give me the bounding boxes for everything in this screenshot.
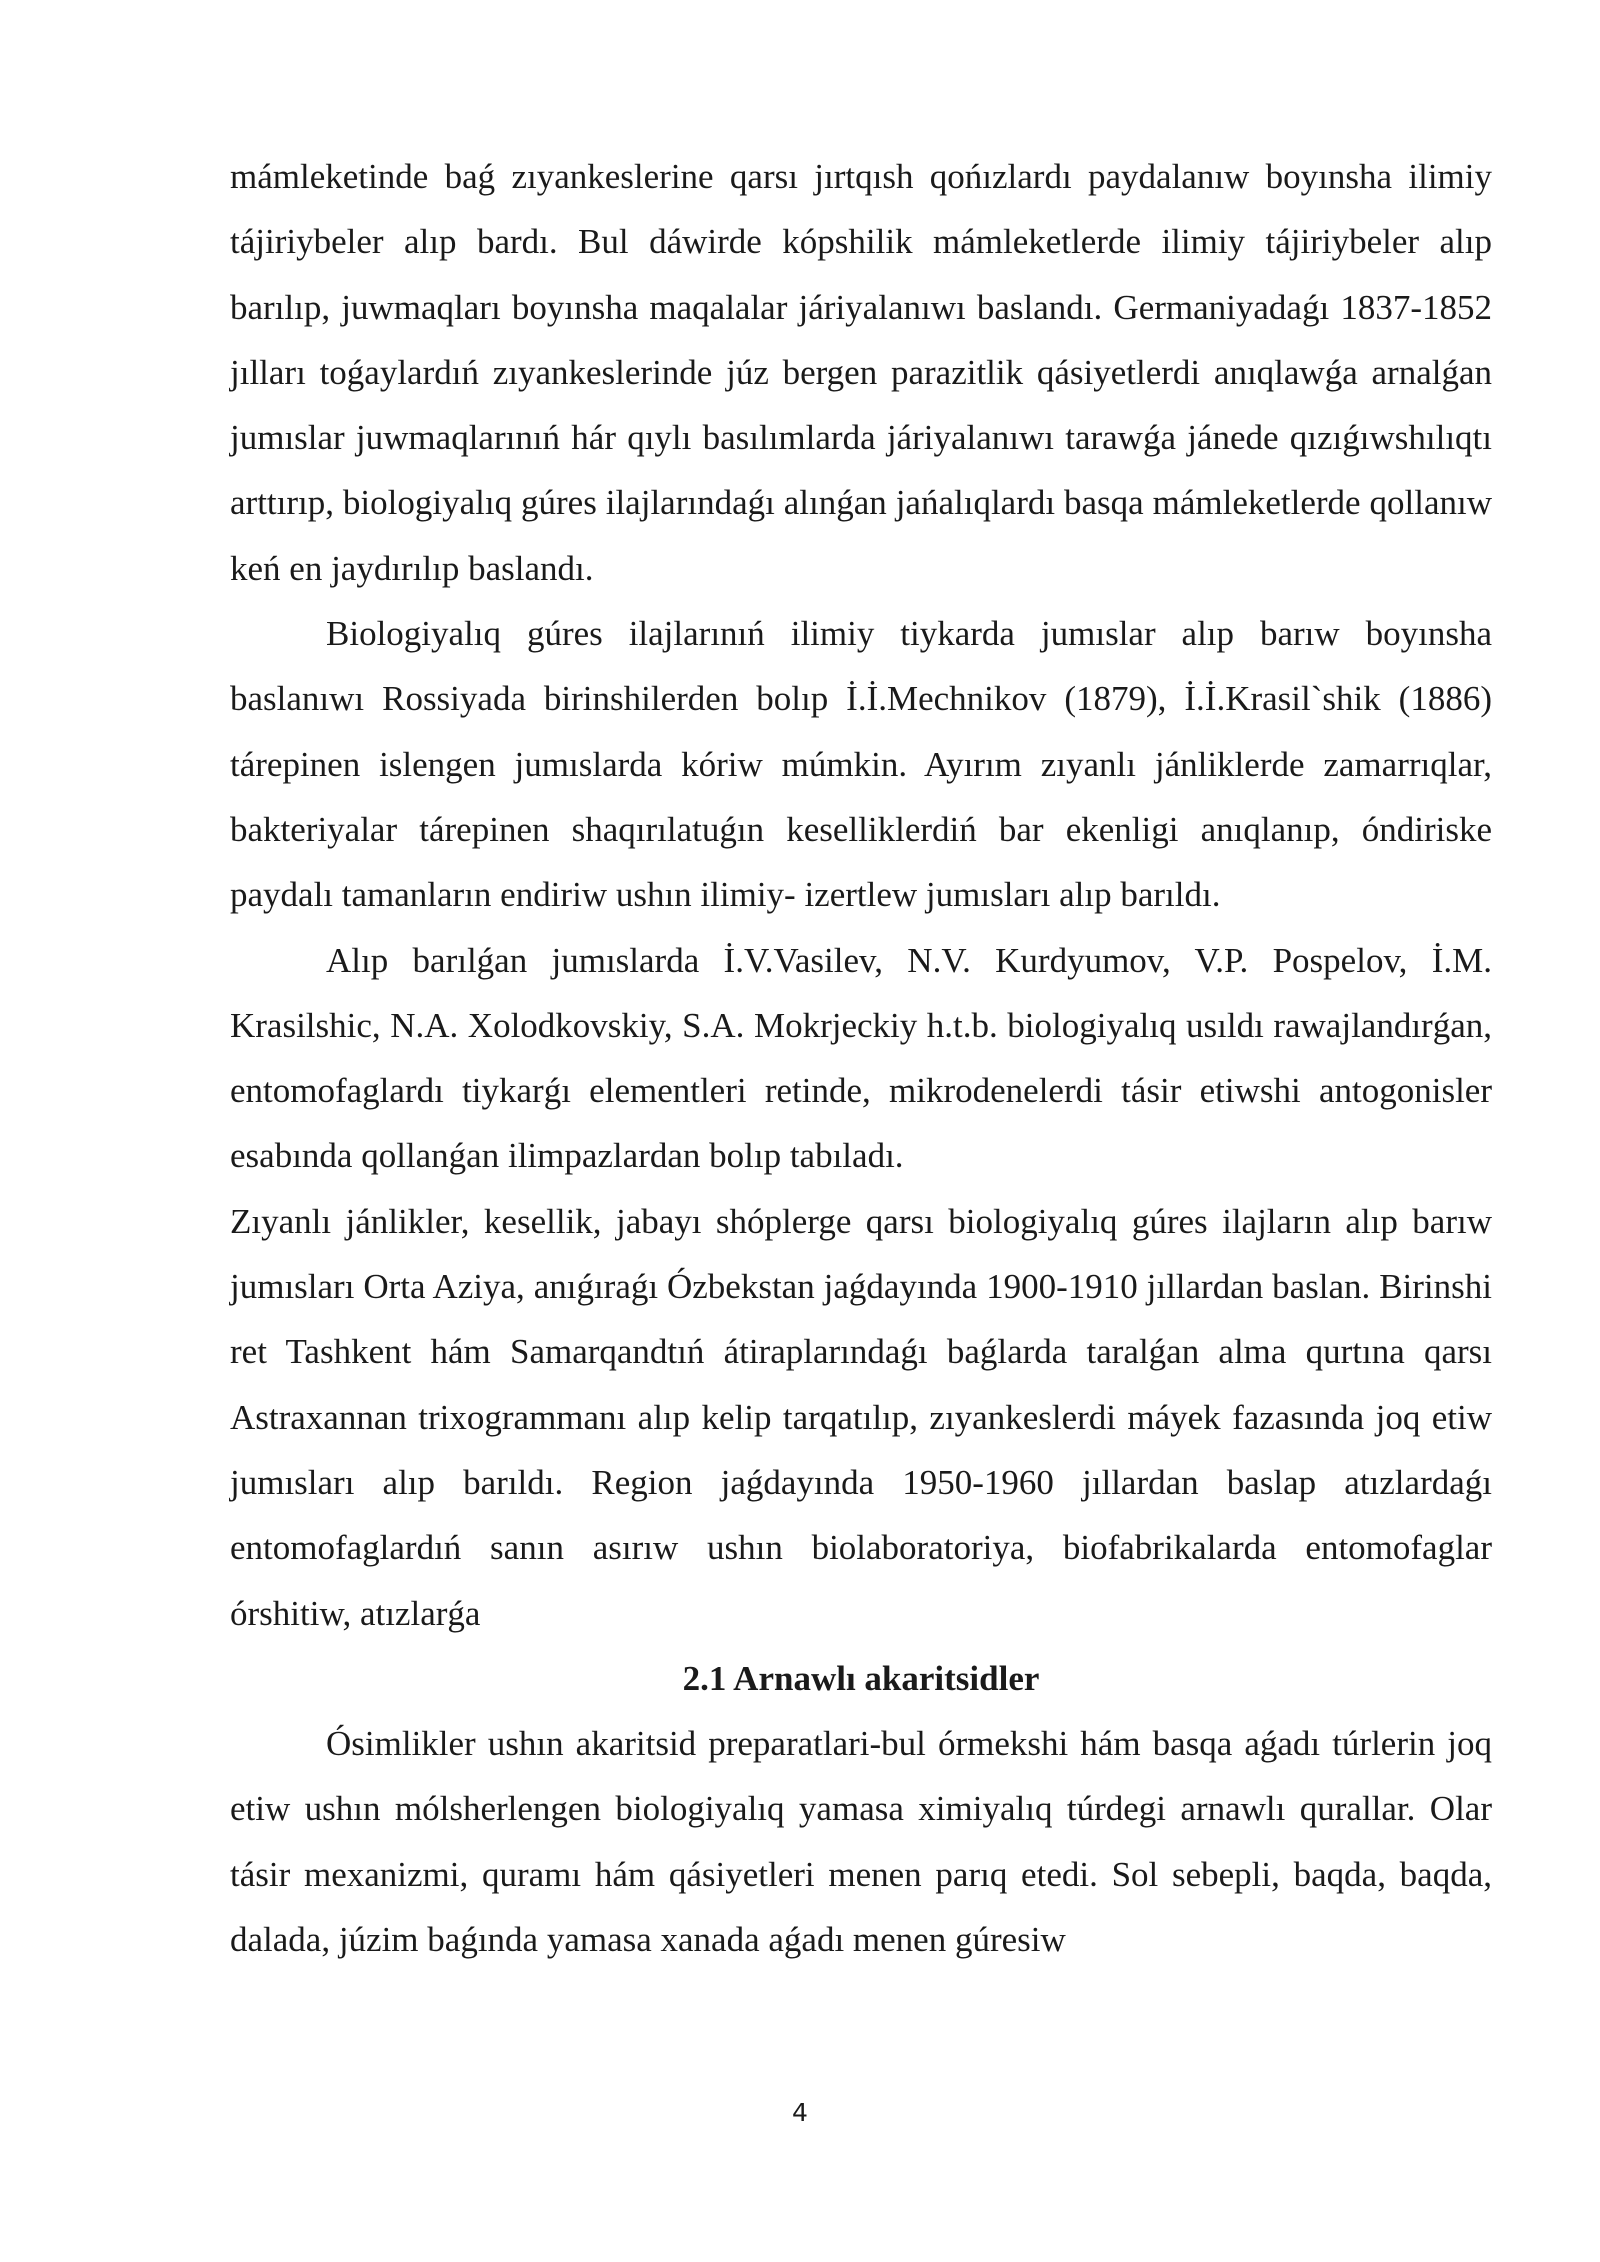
paragraph-continued: mámleketinde baǵ zıyankeslerine qarsı jırtqısh qońızlardı paydalanıw boyınsha ilimiy tájiriybeler alıp bardı. Bul dáwirde kópshilik mámleketlerde ilimiy tájiriybeler alıp barılıp, juwmaqları boyınsha maqalalar járiyalanıwı baslandı. Germaniyadaǵı 1837-1852 jılları toǵaylardıń zıyankeslerinde júz bergen parazitlik qásiyetlerdi anıqlawǵa arnalǵan jumıslar juwmaqlarınıń hár qıylı basılımlarda járiyalanıwı tarawǵa jánede qızıǵıwshılıqtı arttırıp, biologiyalıq gúres ilajlarındaǵı alınǵan jańalıqlardı basqa mámleketlerde qollanıw keń en jaydırılıp baslandı. [230,157,1492,588]
page-body [230,144,1492,1972]
paragraph-acaricides: Ósimlikler ushın akaritsid preparatlari-bul órmekshi hám basqa aǵadı túrlerin joq etiw ushın mólsherlengen biologiyalıq yamasa ximiyalıq túrdegi arnawlı qurallar. Olar tásir mexanizmi, quramı hám qásiyetleri menen parıq etedi. Sol sebepli, baqda, baqda, dalada, júzim baǵında yamasa xanada aǵadı menen gúresiw [230,1724,1492,1960]
paragraph-russia-research: Biologiyalıq gúres ilajlarınıń ilimiy tiykarda jumıslar alıp barıw boyınsha baslanıwı Rossiyada birinshilerden bolıp İ.İ.Mechnikov (1879), İ.İ.Krasil`shik (1886) tárepinen islengen jumıslarda kóriw múmkin. Ayırım zıyanlı jánliklerde zamarrıqlar, bakteriyalar tárepinen shaqırılatuǵın keselliklerdiń bar ekenligi anıqlanıp, óndiriske paydalı tamanların endiriw ushın ilimiy- izertlew jumısları alıp barıldı. [230,614,1492,915]
paragraph-scientists: Alıp barılǵan jumıslarda İ.V.Vasilev, N.V. Kurdyumov, V.P. Pospelov, İ.M. Krasilshic, N.A. Xolodkovskiy, S.A. Mokrjeckiy h.t.b. biologiyalıq usıldı rawajlandırǵan, entomofaglardı tiykarǵı elementleri retinde, mikrodenelerdi tásir etiwshi antogonisler esabında qollanǵan ilimpazlardan bolıp tabıladı. [230,940,1492,1176]
page-number: 4 [792,2098,808,2127]
paragraph-central-asia: Zıyanlı jánlikler, kesellik, jabayı shóplerge qarsı biologiyalıq gúres ilajların alıp barıw jumısları Orta Aziya, anıǵıraǵı Ózbekstan jaǵdayında 1900-1910 jıllardan baslan. Birinshi ret Tashkent hám Samarqandtıń átiraplarındaǵı baǵlarda taralǵan alma qurtına qarsı Astraxannan trixogrammanı alıp kelip tarqatılıp, zıyankeslerdi máyek fazasında joq etiw jumısları alıp barıldı. Region jaǵdayında 1950-1960 jıllardan baslap atızlardaǵı entomofaglardıń sanın asırıw ushın biolaboratoriya, biofabrikalarda entomofaglar órshitiw, atızlarǵa [230,1201,1492,1633]
section-heading: 2.1 Arnawlı akaritsidler [682,1658,1040,1698]
